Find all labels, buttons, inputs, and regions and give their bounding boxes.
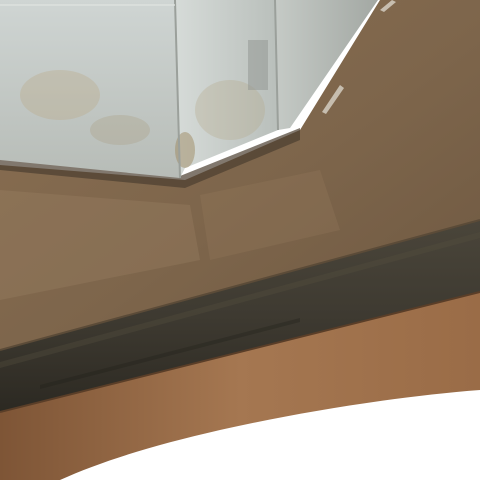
- stain: [248, 40, 268, 90]
- stain: [90, 115, 150, 145]
- stain: [20, 70, 100, 120]
